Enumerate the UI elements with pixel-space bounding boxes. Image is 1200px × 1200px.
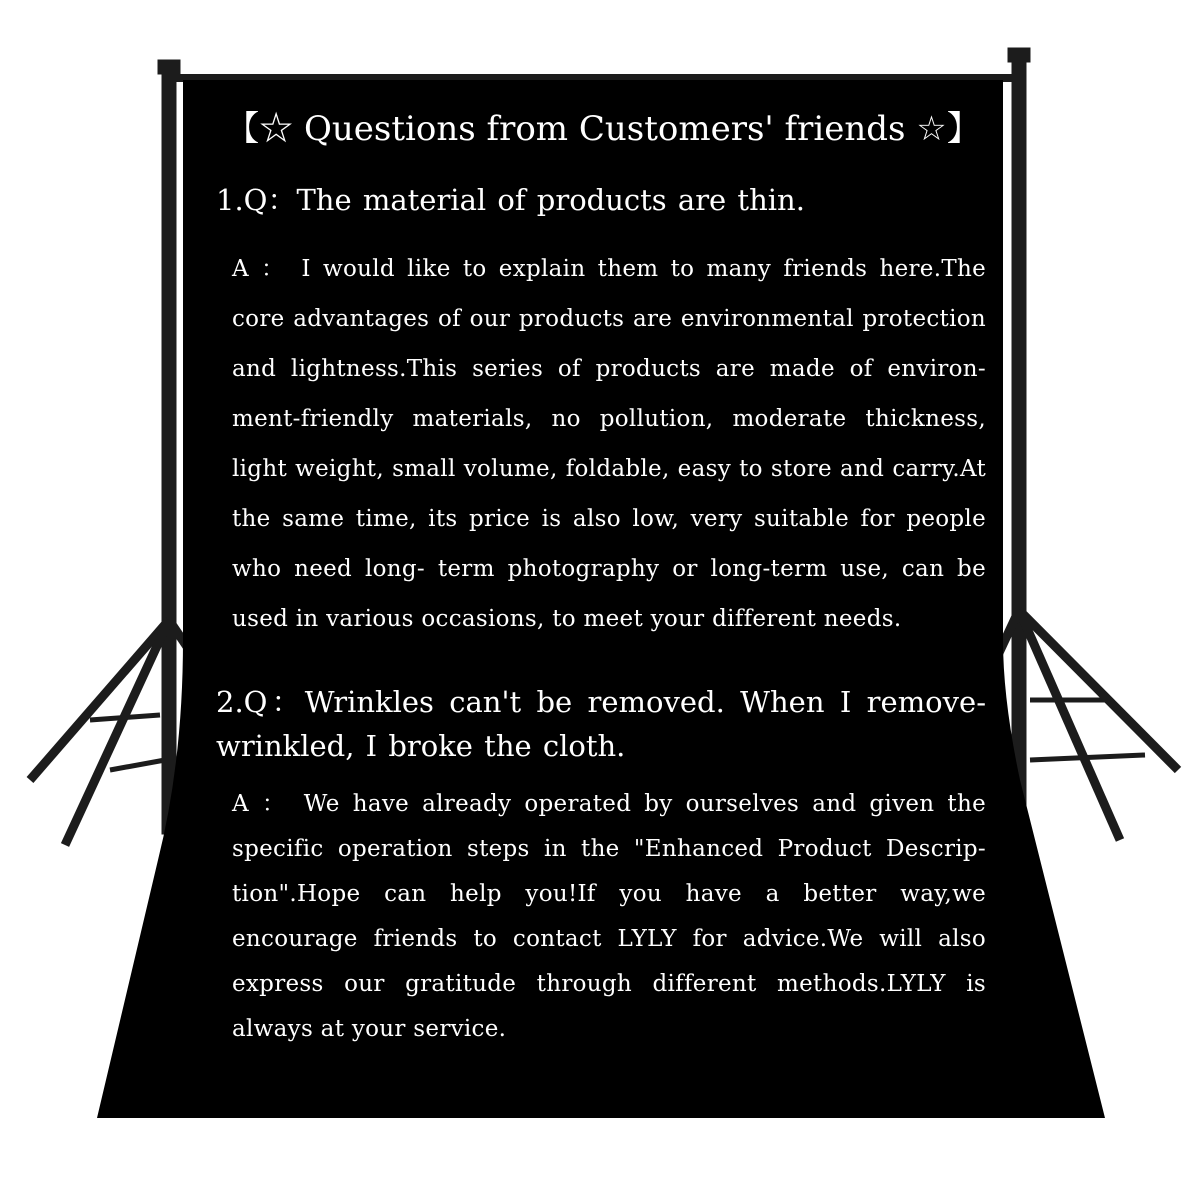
answer-2: A ： We have already operated by ourselves and given the specific operation steps in the "Enhanced Product Descrip- tion".Hope can help you!If you have a better way,we encourage friends to contact LYLY for advice.We will also express our gratitude through different methods.LYLY is always at your service. [232, 791, 986, 1042]
faq-text-block [216, 104, 986, 1052]
question-1: 1.Q：The material of products are thin. [216, 183, 805, 217]
answer-1: A ： I would like to explain them to many friends here.The core advantages of our products are environmental protection and lightness.This series of products are made of environ- ment-friendly materials, no pollution, moderate thickness, light weight, small volume, foldable, easy to store and carry.At the same time, its price is also low, very suitable for people who need long- term photography or long-term use, can be used in various occasions, to meet your different needs. [232, 256, 986, 632]
question-2: 2.Q：Wrinkles can't be removed. When I remove- wrinkled, I broke the cloth. [216, 685, 986, 763]
faq-title: 【☆ Questions from Customers' friends ☆】 [225, 109, 981, 149]
right-light-stand [998, 48, 1178, 840]
left-light-stand [30, 60, 196, 845]
